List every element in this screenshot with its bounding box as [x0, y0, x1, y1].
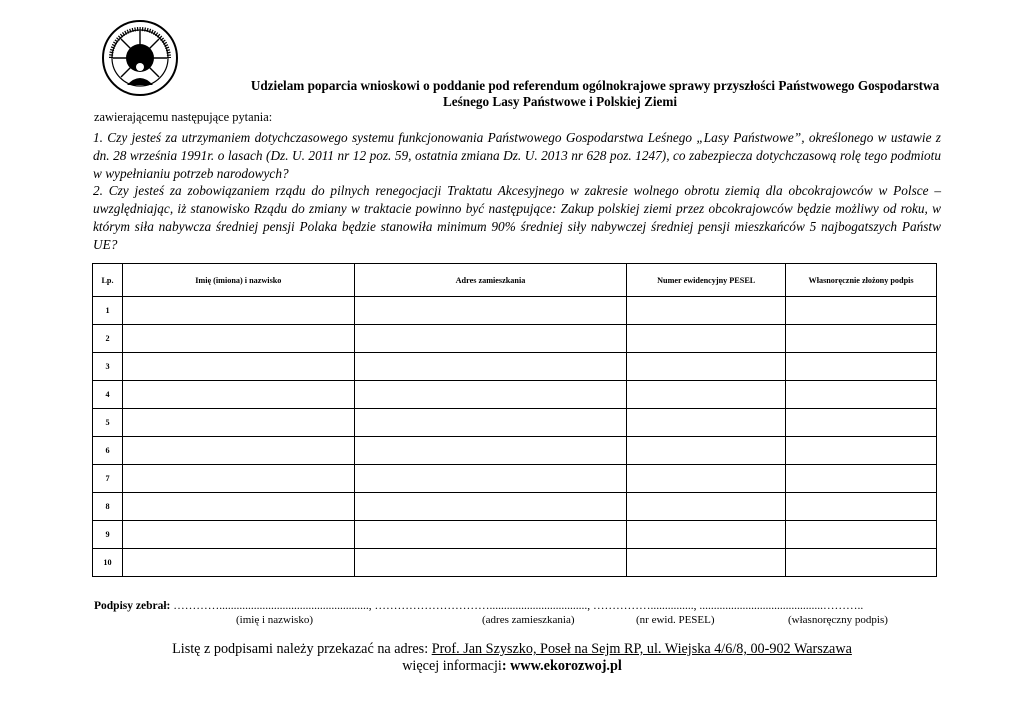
row-number: 5 — [93, 409, 123, 437]
signature-cell[interactable] — [786, 409, 937, 437]
name-cell[interactable] — [122, 465, 354, 493]
pesel-cell[interactable] — [627, 437, 786, 465]
header-signature: Własnoręcznie złożony podpis — [786, 264, 937, 297]
pesel-cell[interactable] — [627, 297, 786, 325]
table-header-row — [93, 264, 937, 297]
pesel-cell[interactable] — [627, 465, 786, 493]
table-row — [93, 409, 937, 437]
row-number: 2 — [93, 325, 123, 353]
signature-cell[interactable] — [786, 297, 937, 325]
signature-cell[interactable] — [786, 493, 937, 521]
signature-cell[interactable] — [786, 437, 937, 465]
pesel-cell[interactable] — [627, 409, 786, 437]
table-row — [93, 381, 937, 409]
table-row — [93, 493, 937, 521]
signature-cell[interactable] — [786, 521, 937, 549]
pesel-cell[interactable] — [627, 549, 786, 577]
pesel-cell[interactable] — [627, 353, 786, 381]
row-number: 4 — [93, 381, 123, 409]
collector-line — [94, 600, 954, 612]
header-name: Imię (imiona) i nazwisko — [122, 264, 354, 297]
address-cell[interactable] — [354, 549, 627, 577]
header-address: Adres zamieszkania — [354, 264, 627, 297]
name-cell[interactable] — [122, 493, 354, 521]
name-cell[interactable] — [122, 297, 354, 325]
row-number: 10 — [93, 549, 123, 577]
name-cell[interactable] — [122, 381, 354, 409]
signature-cell[interactable] — [786, 465, 937, 493]
footer-address: Prof. Jan Szyszko, Poseł na Sejm RP, ul. Wiejska 4/6/8, 00-902 Warszawa — [431, 641, 852, 657]
title-line-1: Udzielam poparcia wnioskowi o poddanie pod referendum ogólnokrajowe sprawy przyszłości Państwowego Gospodarstwa — [250, 78, 940, 93]
header-lp: Lp. — [93, 264, 123, 297]
address-cell[interactable] — [354, 297, 627, 325]
pesel-cell[interactable] — [627, 493, 786, 521]
row-number: 7 — [93, 465, 123, 493]
row-number: 9 — [93, 521, 123, 549]
question-2: 2. Czy jesteś za zobowiązaniem rządu do pilnych renegocjacji Traktatu Akcesyjnego w zakresie wolnego obrotu ziemią dla obcokrajowców w Polsce – uwzględniając, iż stanowisko Rządu do zmiany w traktacie powinno być następujące: Zakup polskiej ziemi przez obcokrajowców będzie możliwy od roku, w którym siła nabywcza średniej pensji Polaka będzie stanowiła minimum 90% średniej siły nabywczej średniej pensji mieszkańców 5 najbogatszych Państw UE? — [93, 183, 941, 252]
table-row — [93, 353, 937, 381]
sublabel-address: (adres zamieszkania) — [482, 614, 575, 626]
address-cell[interactable] — [354, 381, 627, 409]
question-1: 1. Czy jesteś za utrzymaniem dotychczasowego systemu funkcjonowania Państwowego Gospodarstwa Leśnego „Lasy Państwowe”, określonego w ustawie z dn. 28 września 1991r. o lasach (Dz. U. 2011 nr 12 poz. 59, ostatnia zmiana Dz. U. 2013 nr 628 poz. 1247), co zabezpiecza dotychczasową rolę tego podmiotu w wypełnianiu potrzeb narodowych? — [93, 130, 941, 181]
footer — [0, 641, 1024, 675]
signature-cell[interactable] — [786, 325, 937, 353]
header-pesel: Numer ewidencyjny PESEL — [627, 264, 786, 297]
address-cell[interactable] — [354, 353, 627, 381]
name-cell[interactable] — [122, 437, 354, 465]
name-cell[interactable] — [122, 353, 354, 381]
sublabel-pesel: (nr ewid. PESEL) — [636, 614, 715, 626]
footer-address-line — [0, 641, 1024, 658]
address-cell[interactable] — [354, 493, 627, 521]
footer-website-link[interactable]: www.ekorozwoj.pl — [510, 658, 622, 674]
table-row — [93, 325, 937, 353]
address-cell[interactable] — [354, 409, 627, 437]
footer-info-prefix: więcej informacji — [402, 658, 502, 674]
address-cell[interactable] — [354, 465, 627, 493]
signature-table — [92, 263, 937, 577]
footer-info-colon: : — [501, 658, 511, 674]
collector-dotted-line: …………...................................................., ………………………….................................., ……………..............., ...........................................……….. — [170, 600, 864, 612]
sublabel-name: (imię i nazwisko) — [236, 614, 313, 626]
row-number: 8 — [93, 493, 123, 521]
name-cell[interactable] — [122, 409, 354, 437]
title-line-2: Leśnego Lasy Państwowe i Polskiej Ziemi — [442, 94, 678, 109]
row-number: 6 — [93, 437, 123, 465]
table-row — [93, 437, 937, 465]
footer-info-line — [0, 658, 1024, 675]
pesel-cell[interactable] — [627, 381, 786, 409]
name-cell[interactable] — [122, 549, 354, 577]
name-cell[interactable] — [122, 521, 354, 549]
address-cell[interactable] — [354, 521, 627, 549]
signature-cell[interactable] — [786, 549, 937, 577]
questions-block — [93, 129, 941, 254]
pesel-cell[interactable] — [627, 521, 786, 549]
pesel-cell[interactable] — [627, 325, 786, 353]
address-cell[interactable] — [354, 325, 627, 353]
page-title — [150, 78, 980, 110]
collector-label: Podpisy zebrał: — [94, 600, 171, 612]
footer-address-prefix: Listę z podpisami należy przekazać na adres: — [172, 641, 432, 657]
intro-text: zawierającemu następujące pytania: — [94, 110, 273, 124]
sublabel-signature: (własnoręczny podpis) — [788, 614, 888, 626]
signature-cell[interactable] — [786, 381, 937, 409]
table-row — [93, 549, 937, 577]
row-number: 1 — [93, 297, 123, 325]
row-number: 3 — [93, 353, 123, 381]
address-cell[interactable] — [354, 437, 627, 465]
table-row — [93, 297, 937, 325]
name-cell[interactable] — [122, 325, 354, 353]
table-row — [93, 521, 937, 549]
signature-cell[interactable] — [786, 353, 937, 381]
table-row — [93, 465, 937, 493]
